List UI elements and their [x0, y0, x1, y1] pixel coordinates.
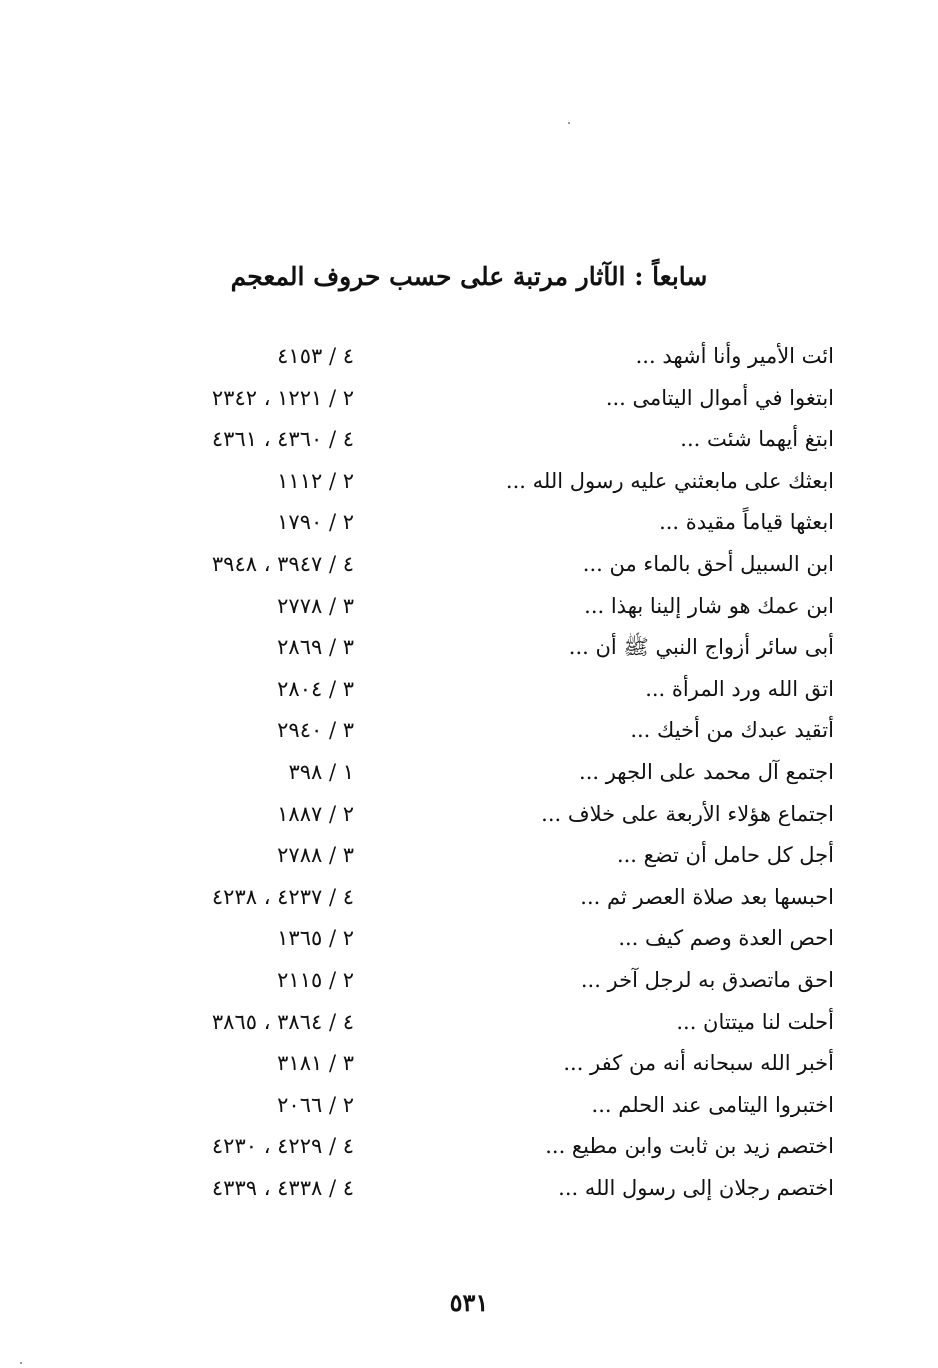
entry-phrase: ابعثها قياماً مقيدة ...	[659, 510, 834, 535]
entry-reference: ٢ / ٢٠٦٦	[277, 1092, 354, 1117]
list-item	[0, 1002, 938, 1044]
entry-reference: ٢ / ١٢٢١ ، ٢٣٤٢	[211, 385, 354, 410]
list-item	[0, 461, 938, 503]
entry-reference: ٤ / ٤٣٦٠ ، ٤٣٦١	[211, 427, 354, 452]
list-item	[0, 544, 938, 586]
scan-speck	[20, 1362, 22, 1364]
entry-reference: ٣ / ٣١٨١	[277, 1051, 354, 1076]
list-item	[0, 586, 938, 628]
entry-reference: ٢ / ٢١١٥	[277, 967, 354, 992]
page-number: ٥٣١	[449, 1288, 489, 1317]
list-item	[0, 835, 938, 877]
entry-phrase: اختبروا اليتامى عند الحلم ...	[591, 1092, 834, 1117]
entry-reference: ٤ / ٤١٥٣	[277, 344, 354, 368]
entry-reference: ٤ / ٤٣٣٨ ، ٤٣٣٩	[211, 1175, 354, 1200]
list-item	[0, 378, 938, 420]
list-item	[0, 502, 938, 544]
entry-phrase: اتق الله ورد المرأة ...	[645, 676, 834, 701]
list-item	[0, 960, 938, 1002]
entry-reference: ٣ / ٢٧٧٨	[277, 593, 354, 618]
list-item	[0, 336, 938, 378]
list-item	[0, 877, 938, 919]
entry-phrase: اجتماع هؤلاء الأربعة على خلاف ...	[541, 801, 834, 826]
list-item	[0, 1043, 938, 1085]
entry-phrase: اختصم زيد بن ثابت وابن مطيع ...	[545, 1134, 834, 1159]
list-item	[0, 1085, 938, 1127]
section-title: سابعاً : الآثار مرتبة على حسب حروف المعجم	[230, 262, 708, 291]
entries-list	[0, 336, 938, 1209]
entry-reference: ٣ / ٢٨٠٤	[277, 676, 354, 701]
entry-phrase: احبسها بعد صلاة العصر ثم ...	[580, 884, 834, 909]
entry-phrase: ابتغ أيهما شئت ...	[680, 427, 834, 452]
entry-phrase: أبى سائر أزواج النبي ﷺ أن ...	[568, 635, 834, 660]
entry-reference: ٤ / ٤٢٣٧ ، ٤٢٣٨	[211, 884, 354, 909]
entry-phrase: اختصم رجلان إلى رسول الله ...	[558, 1175, 834, 1200]
entry-reference: ٢ / ١٨٨٧	[277, 801, 354, 826]
entry-reference: ٢ / ١٧٩٠	[277, 510, 354, 535]
entry-phrase: اجتمع آل محمد على الجهر ...	[579, 759, 834, 784]
list-item	[0, 1126, 938, 1168]
entry-phrase: ابن السبيل أحق بالماء من ...	[582, 551, 834, 576]
entry-phrase: احق ماتصدق به لرجل آخر ...	[580, 967, 834, 992]
list-item	[0, 794, 938, 836]
entry-phrase: أحلت لنا ميتتان ...	[676, 1009, 834, 1034]
entry-reference: ٣ / ٢٧٨٨	[277, 843, 354, 868]
list-item	[0, 419, 938, 461]
entry-reference: ٢ / ١٣٦٥	[277, 926, 354, 951]
entry-phrase: أتقيد عبدك من أخيك ...	[630, 718, 834, 743]
list-item	[0, 752, 938, 794]
list-item	[0, 669, 938, 711]
list-item	[0, 918, 938, 960]
entry-phrase: ائت الأمير وأنا أشهد ...	[635, 344, 834, 368]
scan-speck	[568, 122, 570, 124]
entry-phrase: ابعثك على مابعثني عليه رسول الله ...	[505, 468, 834, 493]
entry-reference: ٣ / ٢٩٤٠	[277, 718, 354, 743]
entry-reference: ٤ / ٣٩٤٧ ، ٣٩٤٨	[211, 551, 354, 576]
list-item	[0, 710, 938, 752]
entry-reference: ٢ / ١١١٢	[277, 468, 354, 493]
list-item	[0, 1168, 938, 1210]
entry-phrase: ابن عمك هو شار إلينا بهذا ...	[584, 593, 834, 618]
list-item	[0, 627, 938, 669]
entry-phrase: ابتغوا في أموال اليتامى ...	[605, 385, 834, 410]
entry-phrase: أجل كل حامل أن تضع ...	[616, 843, 834, 868]
entry-reference: ١ / ٣٩٨	[288, 759, 354, 784]
entry-reference: ٤ / ٣٨٦٤ ، ٣٨٦٥	[211, 1009, 354, 1034]
entry-phrase: احص العدة وصم كيف ...	[618, 926, 834, 951]
entry-reference: ٤ / ٤٢٢٩ ، ٤٢٣٠	[211, 1134, 354, 1159]
entry-phrase: أخبر الله سبحانه أنه من كفر ...	[563, 1051, 834, 1076]
entry-reference: ٣ / ٢٨٦٩	[277, 635, 354, 660]
